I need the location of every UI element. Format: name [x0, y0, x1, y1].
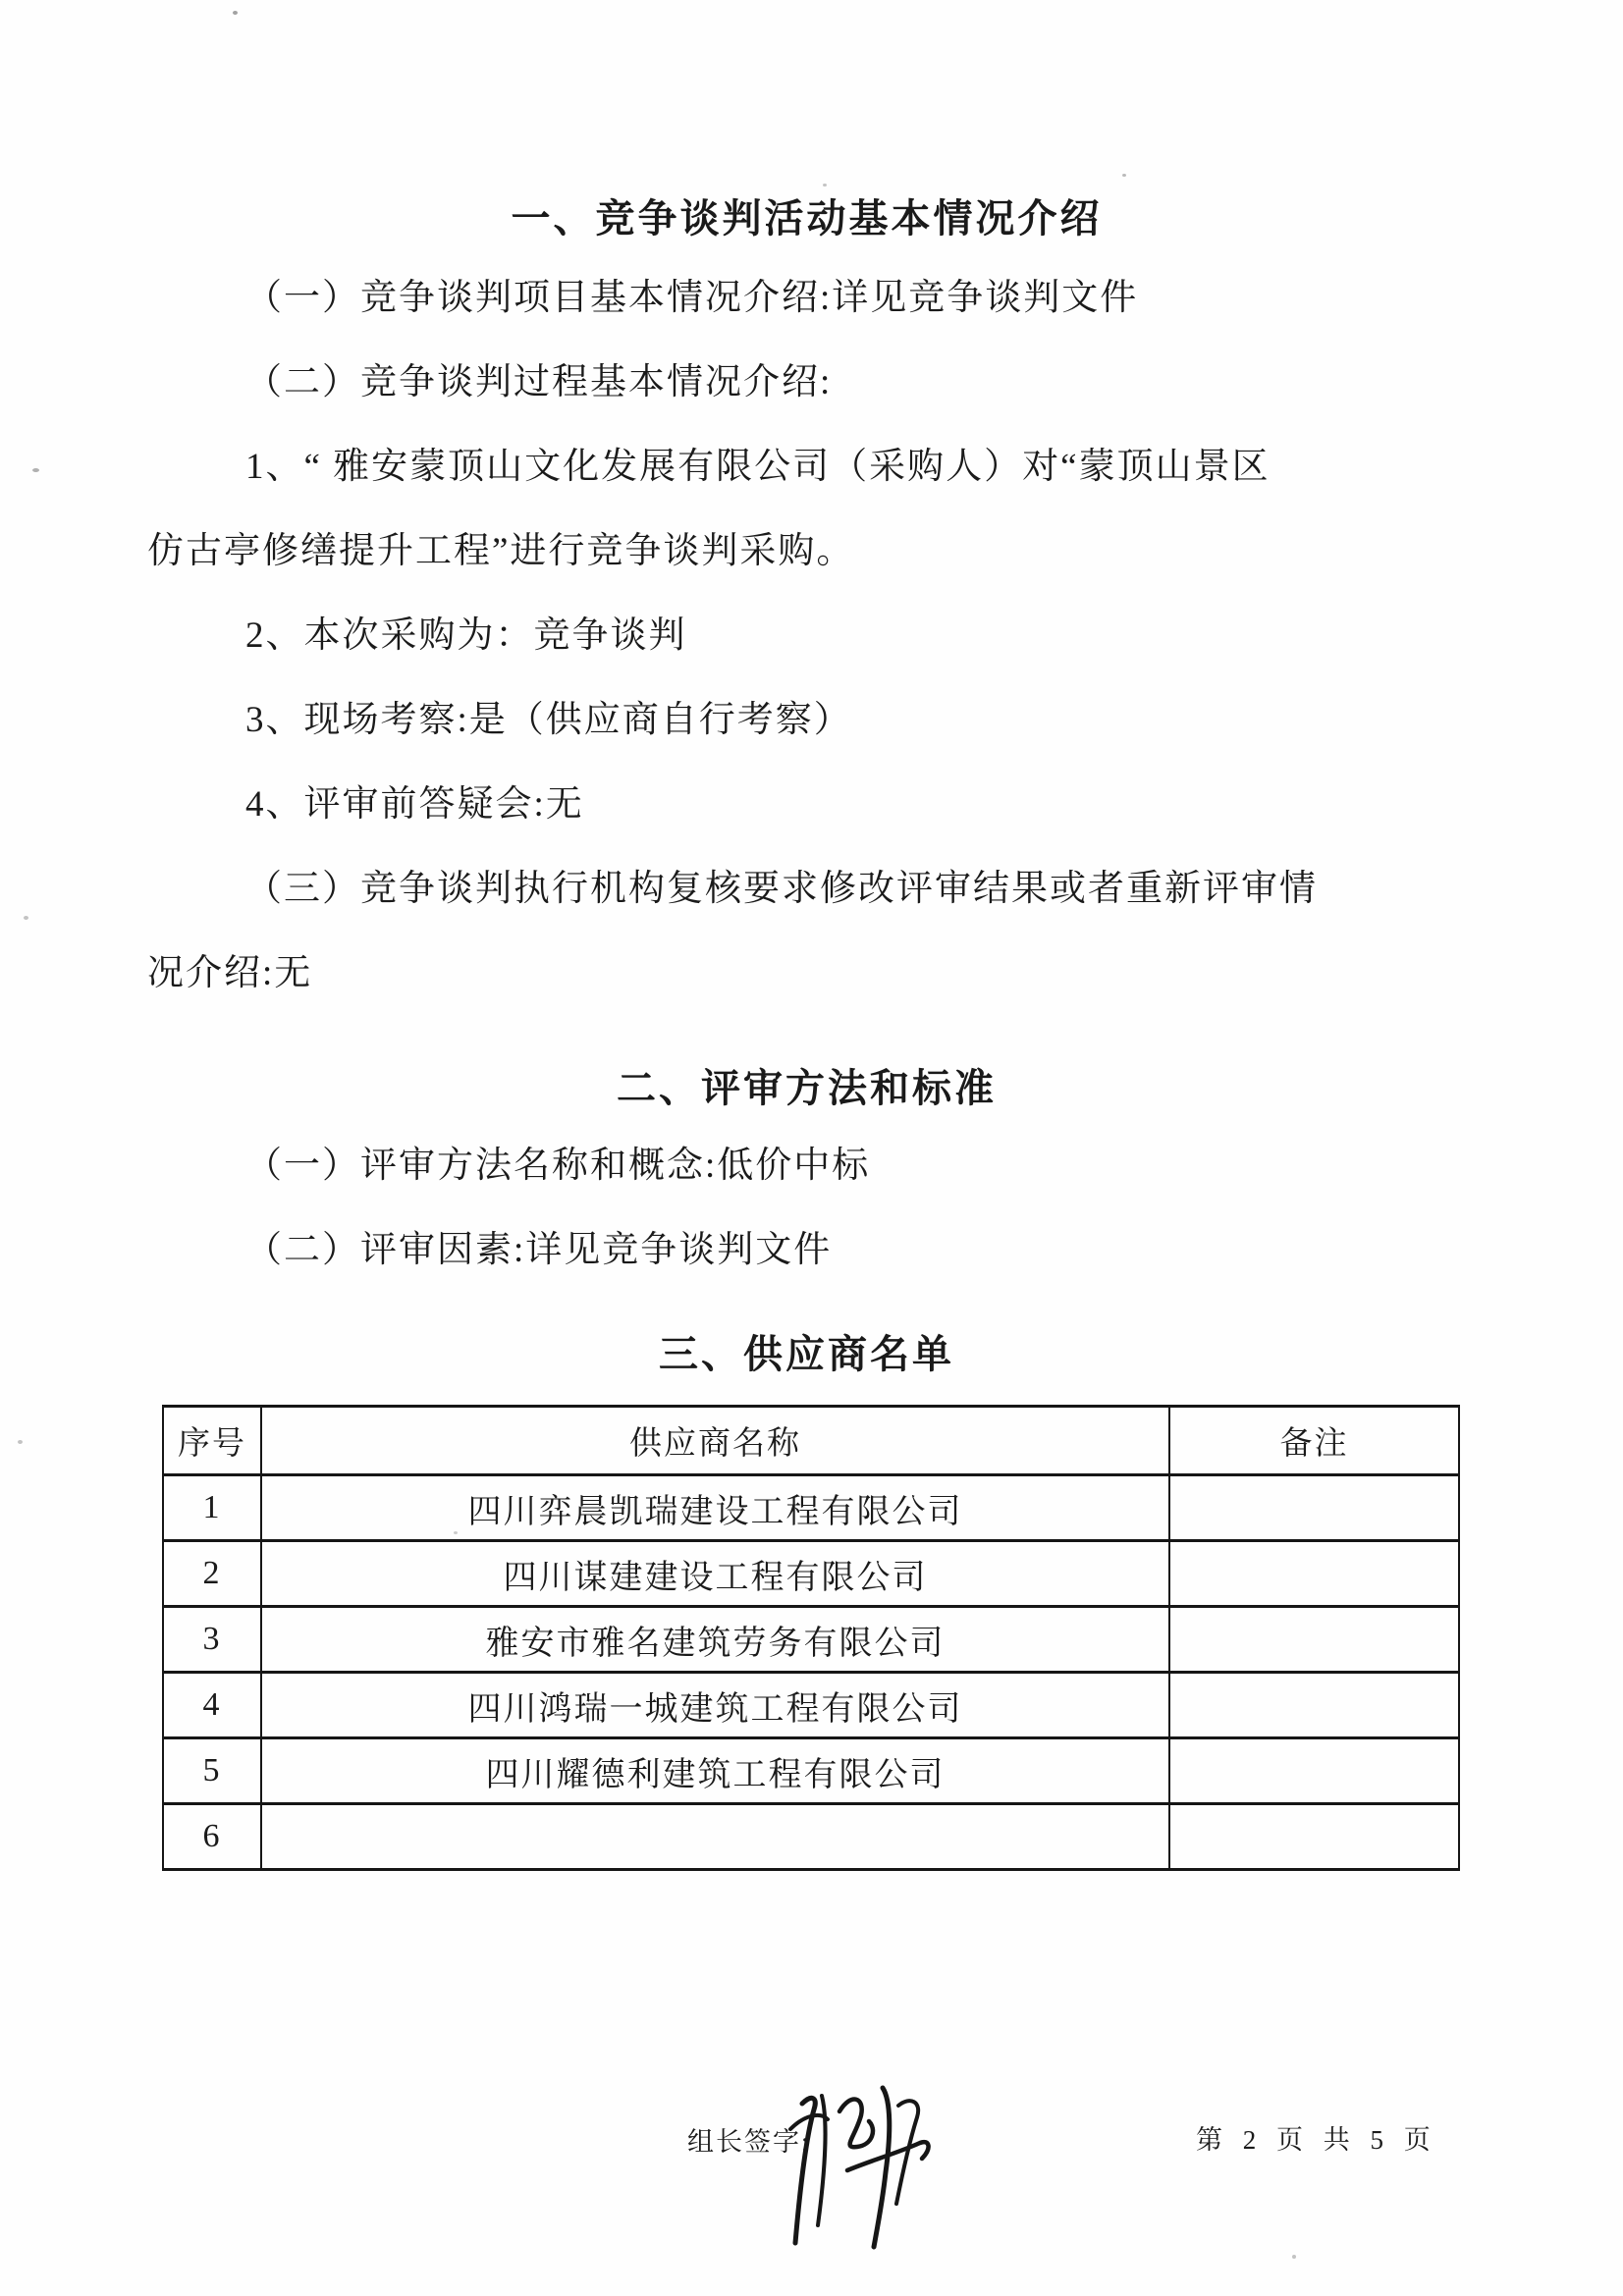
cell-remark — [1169, 1607, 1459, 1673]
cell-remark — [1169, 1738, 1459, 1804]
header-cell-no: 序号 — [163, 1407, 261, 1475]
scan-speck — [32, 468, 39, 472]
table-row — [163, 1541, 1459, 1607]
header-cell-name: 供应商名称 — [261, 1407, 1169, 1475]
cell-no: 6 — [163, 1804, 261, 1870]
table-row — [163, 1738, 1459, 1804]
page-number: 第 2 页 共 5 页 — [1196, 2125, 1437, 2155]
leader-signature-handwriting — [781, 2076, 938, 2263]
cell-no: 4 — [163, 1673, 261, 1738]
cell-no: 1 — [163, 1475, 261, 1541]
section1-item3-line2: 仿古亭修缮提升工程”进行竞争谈判采购。 — [147, 531, 855, 571]
cell-no: 2 — [163, 1541, 261, 1607]
signature-label: 组长签字: — [687, 2127, 811, 2157]
cell-remark — [1169, 1541, 1459, 1607]
cell-supplier-name — [261, 1804, 1169, 1870]
section1-item7-line2: 况介绍:无 — [147, 953, 313, 993]
cell-supplier-name: 四川弈晨凯瑞建设工程有限公司 — [261, 1475, 1169, 1541]
scan-speck — [1292, 2255, 1296, 2259]
section2-title: 二、评审方法和标准 — [617, 1066, 997, 1110]
cell-remark — [1169, 1475, 1459, 1541]
section3-title: 三、供应商名单 — [659, 1332, 954, 1376]
scan-speck — [454, 1531, 458, 1534]
section1-item2: （二）竞争谈判过程基本情况介绍: — [245, 362, 833, 402]
table-header-row — [163, 1407, 1459, 1475]
section1-item3-line1: 1、“ 雅安蒙顶山文化发展有限公司（采购人）对“蒙顶山景区 — [245, 447, 1271, 487]
document-body — [0, 192, 1623, 1871]
cell-supplier-name: 四川耀德利建筑工程有限公司 — [261, 1738, 1169, 1804]
cell-remark — [1169, 1673, 1459, 1738]
scan-speck — [823, 184, 827, 187]
table-row — [163, 1607, 1459, 1673]
cell-no: 5 — [163, 1738, 261, 1804]
section2-item1: （一）评审方法名称和概念:低价中标 — [245, 1146, 871, 1186]
scan-speck — [233, 11, 238, 15]
section1-item1: （一）竞争谈判项目基本情况介绍:详见竞争谈判文件 — [245, 278, 1139, 318]
section2-item2: （二）评审因素:详见竞争谈判文件 — [245, 1230, 833, 1270]
scan-speck — [18, 1440, 23, 1444]
section1-item5: 3、现场考察:是（供应商自行考察） — [245, 700, 852, 740]
table-row — [163, 1804, 1459, 1870]
cell-remark — [1169, 1804, 1459, 1870]
cell-supplier-name: 四川鸿瑞一城建筑工程有限公司 — [261, 1673, 1169, 1738]
scan-speck — [1122, 174, 1126, 177]
cell-supplier-name: 四川谋建建设工程有限公司 — [261, 1541, 1169, 1607]
section1-item4: 2、本次采购为：竞争谈判 — [245, 615, 687, 656]
supplier-table — [162, 1405, 1460, 1871]
section1-item7-line1: （三）竞争谈判执行机构复核要求修改评审结果或者重新评审情 — [245, 869, 1318, 909]
cell-no: 3 — [163, 1607, 261, 1673]
section1-title: 一、竞争谈判活动基本情况介绍 — [511, 196, 1103, 240]
table-row — [163, 1475, 1459, 1541]
cell-supplier-name: 雅安市雅名建筑劳务有限公司 — [261, 1607, 1169, 1673]
scan-speck — [24, 916, 28, 920]
table-row — [163, 1673, 1459, 1738]
header-cell-remark: 备注 — [1169, 1407, 1459, 1475]
section1-item6: 4、评审前答疑会:无 — [245, 784, 584, 825]
